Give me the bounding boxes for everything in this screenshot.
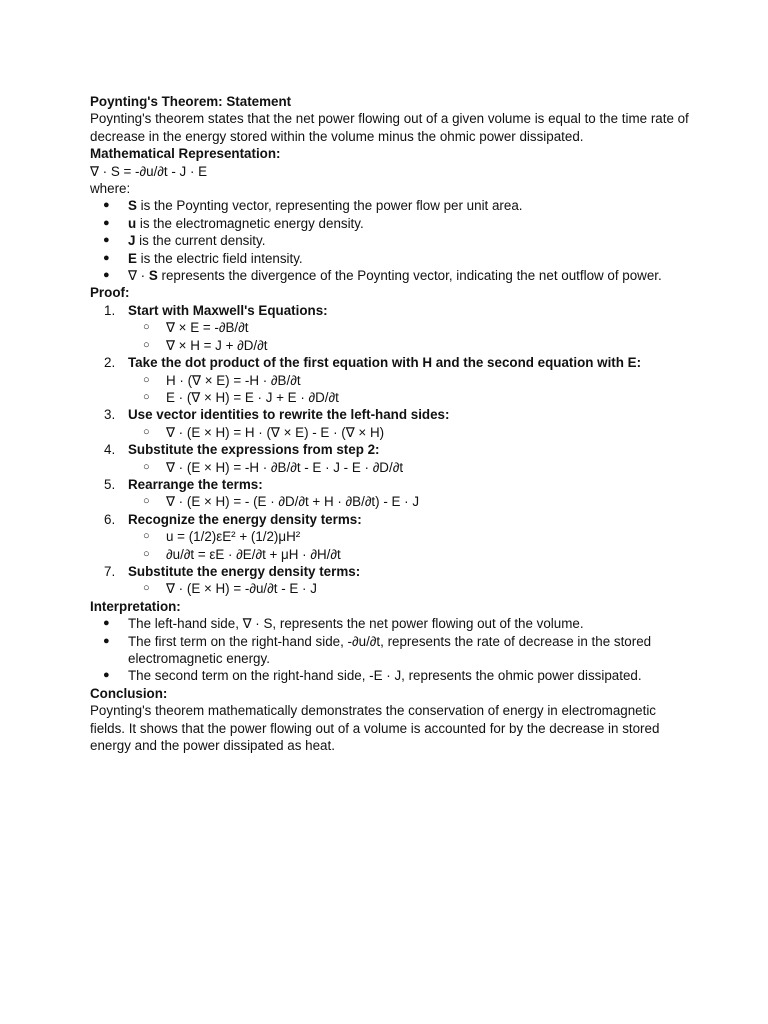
step-equation: ○ u = (1/2)εE² + (1/2)μH² [90, 528, 690, 545]
interpretation-item: ● The second term on the right-hand side, -E · J, represents the ohmic power dissipated. [90, 667, 690, 684]
step-title-line [90, 302, 690, 319]
step-title-line [90, 563, 690, 580]
step-number: 6. [104, 511, 116, 527]
step-title: Recognize the energy density terms: [128, 511, 362, 527]
step-title: Substitute the energy density terms: [128, 563, 361, 579]
conclusion-text: Poynting's theorem mathematically demonstrates the conservation of energy in electromagnetic fields. It shows that the power flowing out of a volume is accounted for by the decrease in stored energy and the power dissipated as heat. [90, 703, 660, 754]
definition-item [90, 232, 690, 249]
step-equations [90, 424, 690, 441]
step-number: 2. [104, 355, 116, 371]
definition-term: S [128, 198, 137, 214]
step-equations [90, 372, 690, 407]
definition-text: is the electric field intensity. [136, 250, 303, 266]
definition-term: E [128, 250, 137, 266]
interpretation-heading: Interpretation: [90, 598, 181, 614]
step-equations [90, 580, 690, 597]
statement-heading: Poynting's Theorem: Statement [90, 94, 292, 109]
proof-step [90, 354, 690, 406]
definition-item [90, 267, 690, 284]
statement-text: Poynting's theorem states that the net power flowing out of a given volume is equal to the time rate of decrease in the energy stored within the volume minus the ohmic power dissipated. [90, 111, 689, 144]
step-title-line [90, 354, 690, 371]
proof-step [90, 511, 690, 563]
definition-text: is the Poynting vector, representing the power flow per unit area. [136, 198, 523, 214]
conclusion-heading: Conclusion: [90, 685, 168, 701]
proof-step [90, 441, 690, 476]
where-label: where: [90, 181, 131, 197]
step-equation: ○ ∇ · (E × H) = -∂u/∂t - E · J [90, 580, 690, 597]
document-page [90, 93, 690, 754]
step-title: Use vector identities to rewrite the left-hand sides: [128, 407, 450, 423]
step-equation: ○ ∂u/∂t = εE · ∂E/∂t + μH · ∂H/∂t [90, 546, 690, 563]
step-title-line [90, 406, 690, 423]
step-number: 1. [104, 302, 116, 318]
proof-steps [90, 302, 690, 598]
interpretation-item: ● The left-hand side, ∇ · S, represents the net power flowing out of the volume. [90, 615, 690, 632]
step-number: 3. [104, 407, 116, 423]
step-number: 7. [104, 563, 116, 579]
step-equations [90, 493, 690, 510]
step-equation: ○ ∇ · (E × H) = -H · ∂B/∂t - E · J - E · ∂D/∂t [90, 459, 690, 476]
definition-term: S [148, 268, 158, 284]
step-equation: ○ ∇ × E = -∂B/∂t [90, 319, 690, 336]
step-equation: ○ ∇ · (E × H) = H · (∇ × E) - E · (∇ × H) [90, 424, 690, 441]
step-title: Take the dot product of the first equation with H and the second equation with E: [128, 355, 642, 371]
proof-step [90, 563, 690, 598]
definition-term: u [128, 215, 137, 231]
step-title: Substitute the expressions from step 2: [128, 442, 380, 458]
definition-prefix: ∇ · [128, 268, 149, 284]
step-title: Start with Maxwell's Equations: [128, 302, 328, 318]
definition-item [90, 215, 690, 232]
proof-heading: Proof: [90, 285, 130, 301]
proof-step [90, 302, 690, 354]
main-equation: ∇ · S = -∂u/∂t - J · E [90, 163, 208, 179]
step-number: 4. [104, 442, 116, 458]
math-heading: Mathematical Representation: [90, 146, 281, 162]
step-equations [90, 528, 690, 563]
step-equation: ○ ∇ · (E × H) = - (E · ∂D/∂t + H · ∂B/∂t) - E · J [90, 493, 690, 510]
definition-text: represents the divergence of the Poynting vector, indicating the net outflow of power. [157, 268, 662, 284]
definitions-list [90, 197, 690, 284]
step-title: Rearrange the terms: [128, 476, 263, 492]
step-equation: ○ ∇ × H = J + ∂D/∂t [90, 337, 690, 354]
proof-step [90, 476, 690, 511]
step-equations [90, 459, 690, 476]
step-title-line [90, 441, 690, 458]
step-equation: ○ E · (∇ × H) = E · J + E · ∂D/∂t [90, 389, 690, 406]
step-equations [90, 319, 690, 354]
definition-item [90, 250, 690, 267]
definition-text: is the current density. [135, 233, 266, 249]
definition-item [90, 197, 690, 214]
step-number: 5. [104, 476, 116, 492]
definition-term: J [128, 233, 136, 249]
proof-step [90, 406, 690, 441]
step-title-line [90, 476, 690, 493]
step-title-line [90, 511, 690, 528]
interpretation-list [90, 615, 690, 685]
interpretation-item: ● The first term on the right-hand side, -∂u/∂t, represents the rate of decrease in the stored electromagnetic energy. [90, 633, 690, 668]
step-equation: ○ H · (∇ × E) = -H · ∂B/∂t [90, 372, 690, 389]
definition-text: is the electromagnetic energy density. [136, 215, 364, 231]
